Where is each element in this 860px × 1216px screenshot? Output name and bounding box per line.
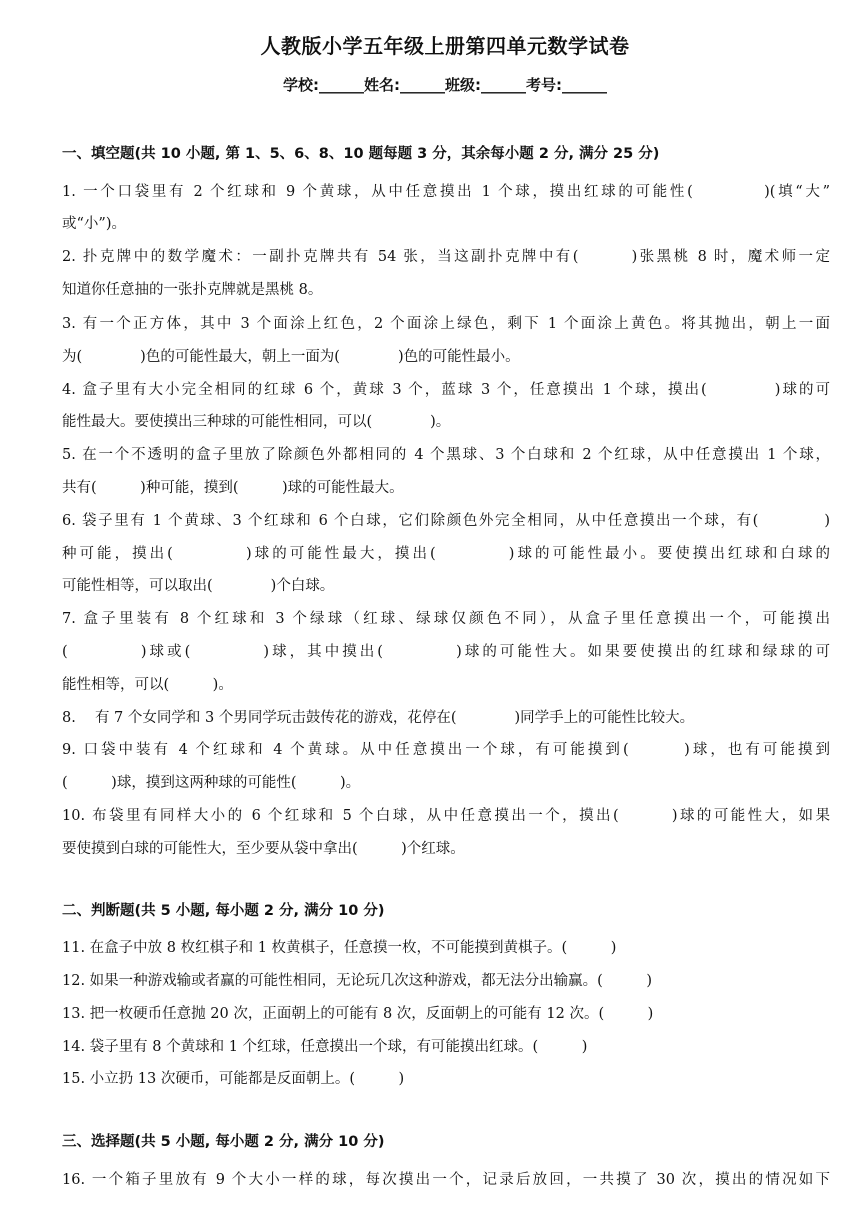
question-line: 1. 一个口袋里有 2 个红球和 9 个黄球，从中任意摸出 1 个球，摸出红球的可能性( )(填“大” xyxy=(62,184,830,200)
student-info-line: 学校:______姓名:______班级:______考号:______ xyxy=(283,76,607,94)
question-line: 9. 口袋中装有 4 个红球和 4 个黄球。从中任意摸出一个球，有可能摸到( )球，也有可能摸到 xyxy=(62,742,830,758)
question-line: 种可能，摸出( )球的可能性最大，摸出( )球的可能性最小。要使摸出红球和白球的 xyxy=(62,546,830,562)
question-line: 10. 布袋里有同样大小的 6 个红球和 5 个白球，从中任意摸出一个，摸出( )球的可能性大，如果 xyxy=(62,808,830,824)
question-line: 14. 袋子里有 8 个黄球和 1 个红球，任意摸出一个球，有可能摸出红球。( ) xyxy=(62,1039,588,1055)
question-line: 8. 有 7 个女同学和 3 个男同学玩击鼓传花的游戏，花停在( )同学手上的可能性比较大。 xyxy=(62,710,695,726)
question-line: 13. 把一枚硬币任意抛 20 次，正面朝上的可能有 8 次，反面朝上的可能有 12 次。( ) xyxy=(62,1006,654,1022)
question-line: ( )球，摸到这两种球的可能性( )。 xyxy=(62,775,361,791)
question-line: 3. 有一个正方体，其中 3 个面涂上红色，2 个面涂上绿色，剩下 1 个面涂上黄色。将其抛出，朝上一面 xyxy=(62,316,830,332)
question-line: 或“小”)。 xyxy=(62,216,126,232)
question-line: 12. 如果一种游戏输或者赢的可能性相同，无论玩几次这种游戏，都无法分出输赢。( ) xyxy=(62,973,652,989)
question-line: 为( )色的可能性最大，朝上一面为( )色的可能性最小。 xyxy=(62,349,520,365)
exam-title: 人教版小学五年级上册第四单元数学试卷 xyxy=(260,34,630,58)
question-line: 能性相等，可以( )。 xyxy=(62,677,233,693)
question-line: 2. 扑克牌中的数学魔术：一副扑克牌共有 54 张，当这副扑克牌中有( )张黑桃 8 时，魔术师一定 xyxy=(62,249,830,265)
question-line: 4. 盒子里有大小完全相同的红球 6 个，黄球 3 个，蓝球 3 个，任意摸出 1 个球，摸出( )球的可 xyxy=(62,382,830,398)
question-line: 15. 小立扔 13 次硬币，可能都是反面朝上。( ) xyxy=(62,1071,405,1087)
question-line: 可能性相等，可以取出( )个白球。 xyxy=(62,578,335,594)
question-line: 11. 在盒子中放 8 枚红棋子和 1 枚黄棋子，任意摸一枚，不可能摸到黄棋子。( ) xyxy=(62,940,617,956)
question-line: 要使摸到白球的可能性大，至少要从袋中拿出( )个红球。 xyxy=(62,841,465,857)
section-multiple-choice-heading: 三、选择题(共 5 小题, 每小题 2 分, 满分 10 分) xyxy=(62,1134,385,1150)
section-fill-in-blank-heading: 一、填空题(共 10 小题, 第 1、5、6、8、10 题每题 3 分，其余每小题 2 分, 满分 25 分) xyxy=(62,146,660,162)
section-true-false-heading: 二、判断题(共 5 小题, 每小题 2 分, 满分 10 分) xyxy=(62,903,385,919)
question-line: 6. 袋子里有 1 个黄球、3 个红球和 6 个白球，它们除颜色外完全相同，从中任意摸出一个球，有( ) xyxy=(62,513,830,529)
question-line: 能性最大。要使摸出三种球的可能性相同，可以( )。 xyxy=(62,414,451,430)
question-line: ( )球或( )球，其中摸出( )球的可能性大。如果要使摸出的红球和绿球的可 xyxy=(62,644,830,660)
question-line: 共有( )种可能，摸到( )球的可能性最大。 xyxy=(62,480,404,496)
question-line: 16. 一个箱子里放有 9 个大小一样的球，每次摸出一个，记录后放回，一共摸了 30 次，摸出的情况如下 xyxy=(62,1172,830,1188)
question-line: 7. 盒子里装有 8 个红球和 3 个绿球（红球、绿球仅颜色不同），从盒子里任意摸出一个，可能摸出 xyxy=(62,611,830,627)
question-line: 5. 在一个不透明的盒子里放了除颜色外都相同的 4 个黑球、3 个白球和 2 个红球，从中任意摸出 1 个球， xyxy=(62,447,830,463)
question-line: 知道你任意抽的一张扑克牌就是黑桃 8。 xyxy=(62,282,323,298)
